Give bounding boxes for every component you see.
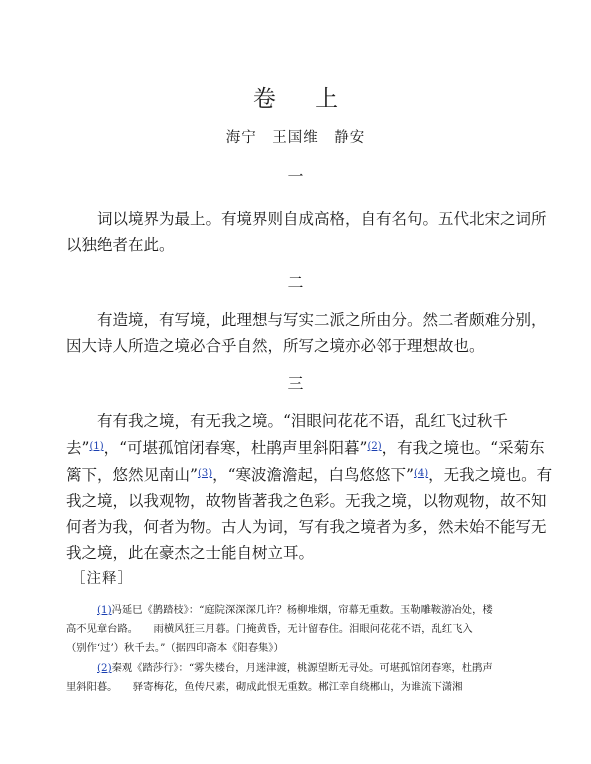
- note-text: 冯延巳《鹊踏枝》：“庭院深深深几许？杨柳堆烟，帘幕无重数。玉勒雕鞍游冶处，楼: [111, 604, 493, 616]
- text-run: ，“寒波澹澹起，白鸟悠悠下”: [212, 466, 414, 484]
- section-2-paragraph: [66, 307, 547, 359]
- volume-title: 卷 上: [252, 86, 355, 112]
- note-2: [66, 659, 528, 697]
- note-number-2[interactable]: (2): [97, 662, 112, 674]
- text-run: 去”: [66, 439, 90, 457]
- text-run: ，无我之境也。有: [428, 466, 553, 484]
- footnote-link-1[interactable]: (1): [89, 441, 104, 452]
- text-run: ，有我之境也。“采菊东: [381, 439, 545, 457]
- note-line: （别作‘过’）秋千去。”（据四印斋本《阳春集》）: [66, 642, 284, 654]
- paragraph-line: 因大诗人所造之境必合乎自然，所写之境亦必邻于理想故也。: [66, 337, 485, 355]
- paragraph-line: 词以境界为最上。有境界则自成高格，自有名句。五代北宋之词所: [97, 210, 547, 228]
- paragraph-line: 有造境，有写境，此理想与写实二派之所由分。然二者颇难分别，: [97, 311, 547, 329]
- note-line: 里斜阳暮。 驿寄梅花，鱼传尺素，砌成此恨无重数。郴江幸自绕郴山，为谁流下潇湘: [66, 681, 463, 693]
- footnote-link-4[interactable]: (4): [413, 468, 429, 479]
- footnote-link-3[interactable]: (3): [197, 468, 213, 479]
- paragraph-line: [66, 461, 553, 488]
- note-line: [66, 659, 528, 678]
- text-run: ，“可堪孤馆闭春寒，杜鹃声里斜阳暮”: [103, 439, 368, 457]
- section-number-3: 三: [287, 374, 304, 393]
- paragraph-line: 我之境，以我观物，故物皆著我之色彩。无我之境，以物观物，故不知: [66, 492, 547, 510]
- section-number-1: 一: [287, 167, 304, 186]
- paragraph-line: 我之境，此在豪杰之士能自树立耳。: [66, 544, 315, 562]
- paragraph-line: 有有我之境，有无我之境。“泪眼问花花不语，乱红飞过秋千: [97, 412, 508, 430]
- note-1: [66, 601, 528, 658]
- section-3-paragraph: [66, 408, 553, 566]
- note-text: 秦观《踏莎行》：“雾失楼台，月迷津渡，桃源望断无寻处。可堪孤馆闭春寒，杜鹃声: [111, 662, 493, 674]
- note-line: [66, 601, 528, 620]
- paragraph-line: 以独绝者在此。: [66, 236, 175, 254]
- paragraph-line: 何者为我，何者为物。古人为词，写有我之境者为多，然未始不能写无: [66, 518, 547, 536]
- footnote-link-2[interactable]: (2): [367, 441, 382, 452]
- author-line: 海宁 王国维 静安: [225, 130, 366, 146]
- section-1-paragraph: [66, 206, 547, 258]
- section-number-2: 二: [287, 273, 304, 292]
- paragraph-line: [66, 434, 545, 461]
- notes-heading: ［注释］: [71, 571, 133, 587]
- note-number-1[interactable]: (1): [97, 604, 112, 616]
- text-run: 篱下，悠然见南山”: [66, 466, 198, 484]
- note-line: 高不见章台路。 雨横风狂三月暮。门掩黄昏，无计留春住。泪眼问花花不语，乱红飞入: [66, 623, 473, 635]
